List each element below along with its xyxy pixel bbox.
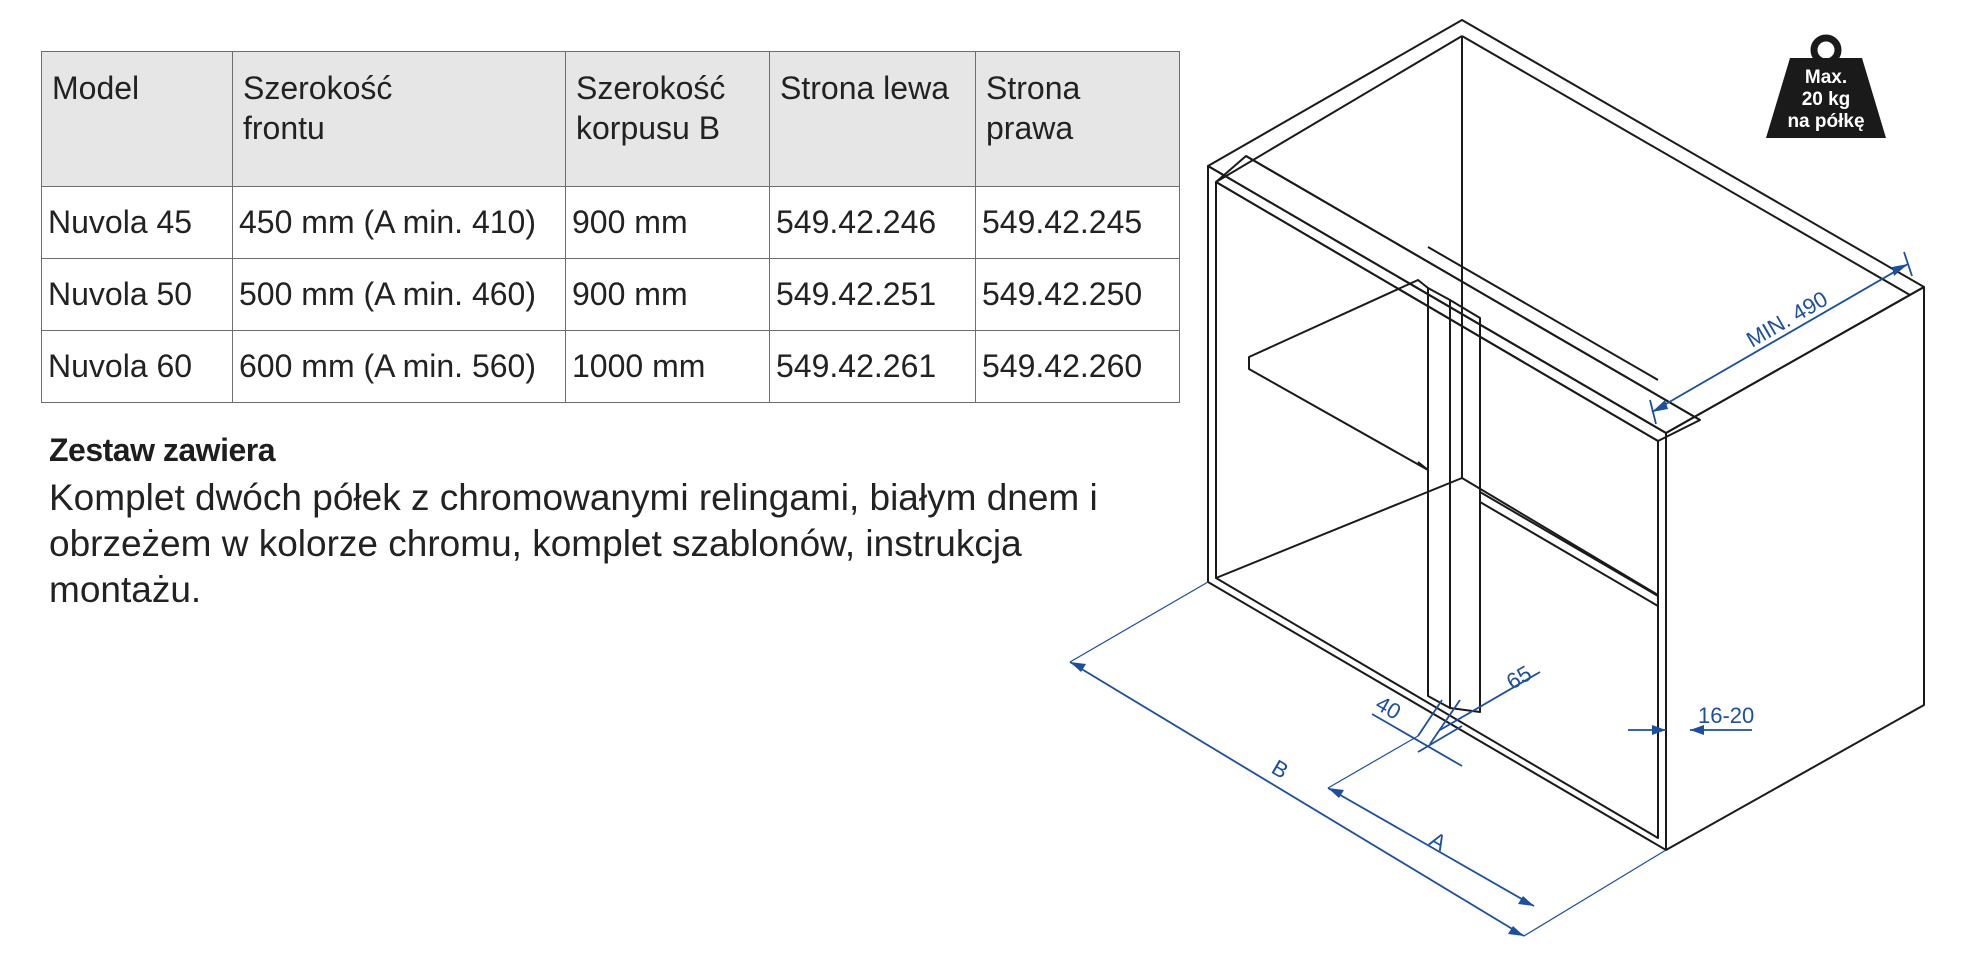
header-body-width: Szerokość korpusu B: [566, 52, 770, 187]
weight-badge-line1: Max.: [1804, 67, 1848, 88]
dimension-lines: [1070, 252, 1912, 936]
cell-body-width: 1000 mm: [566, 331, 770, 403]
cell-left-code: 549.42.251: [770, 259, 976, 331]
cell-left-code: 549.42.261: [770, 331, 976, 403]
header-front-width: Szerokość frontu: [233, 52, 566, 187]
dim-min-490: MIN. 490: [1742, 286, 1832, 353]
cell-model: Nuvola 60: [42, 331, 233, 403]
dim-a: A: [1425, 826, 1451, 856]
dim-65: 65: [1502, 660, 1536, 695]
weight-badge-line3: na półkę: [1787, 111, 1865, 132]
weight-badge-line2: 20 kg: [1801, 89, 1851, 110]
header-model: Model: [42, 52, 233, 187]
cell-body-width: 900 mm: [566, 259, 770, 331]
cell-model: Nuvola 50: [42, 259, 233, 331]
cell-model: Nuvola 45: [42, 187, 233, 259]
weight-icon: [1766, 38, 1886, 138]
kit-description: Komplet dwóch półek z chromowanymi relingami, białym dnem i obrzeżem w kolorze chromu, komplet szablonów, instrukcja montażu.: [49, 477, 1098, 610]
cell-right-code: 549.42.250: [976, 259, 1180, 331]
cabinet-outline: [1208, 20, 1924, 850]
kit-title: Zestaw zawiera: [49, 432, 275, 468]
cell-right-code: 549.42.245: [976, 187, 1180, 259]
cell-right-code: 549.42.260: [976, 331, 1180, 403]
header-right-side: Strona prawa: [976, 52, 1180, 187]
cell-body-width: 900 mm: [566, 187, 770, 259]
dimension-labels: [1268, 286, 1832, 856]
cell-front-width: 450 mm (A min. 410): [233, 187, 566, 259]
dim-16-20: 16-20: [1698, 703, 1755, 728]
dim-40: 40: [1371, 690, 1406, 725]
header-left-side: Strona lewa: [770, 52, 976, 187]
cell-front-width: 500 mm (A min. 460): [233, 259, 566, 331]
cell-left-code: 549.42.246: [770, 187, 976, 259]
dim-b: B: [1267, 754, 1293, 784]
cell-front-width: 600 mm (A min. 560): [233, 331, 566, 403]
